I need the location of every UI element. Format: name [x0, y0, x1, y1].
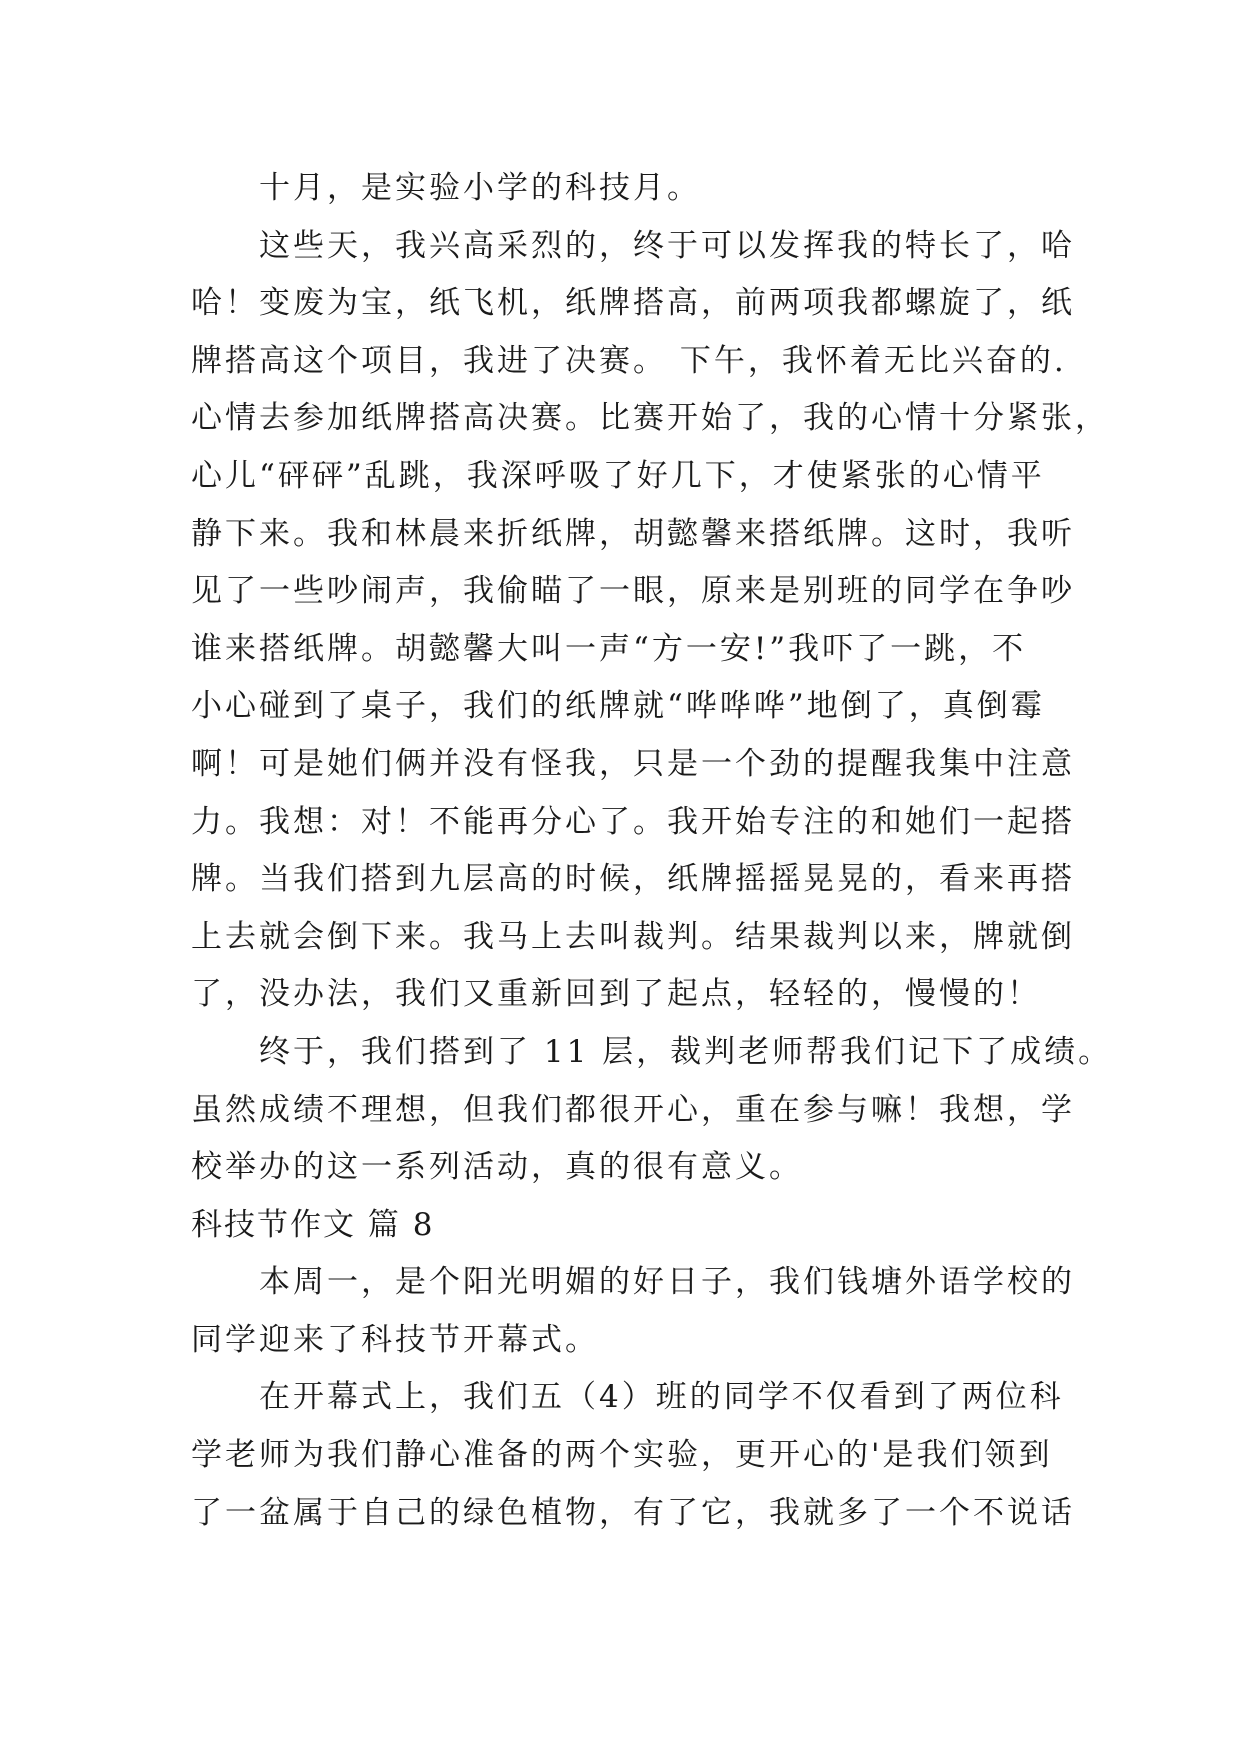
text-line: 啊！可是她们俩并没有怪我，只是一个劲的提醒我集中注意 — [191, 745, 1075, 782]
text-line: 力。我想：对！不能再分心了。我开始专注的和她们一起搭 — [191, 803, 1075, 840]
text-line: 哈！变废为宝，纸飞机，纸牌搭高，前两项我都螺旋了，纸 — [191, 285, 1075, 322]
text-line: 十月，是实验小学的科技月。 — [259, 170, 701, 206]
text-line: 见了一些吵闹声，我偷瞄了一眼，原来是别班的同学在争吵 — [191, 573, 1075, 610]
text-line: 谁来搭纸牌。胡懿馨大叫一声“方一安!”我吓了一跳，不 — [191, 630, 1027, 667]
text-line: 终于，我们搭到了 11 层，裁判老师帮我们记下了成绩。 — [259, 1033, 1113, 1070]
section-heading: 科技节作文 篇 8 — [191, 1206, 435, 1243]
text-line: 了，没办法，我们又重新回到了起点，轻轻的，慢慢的！ — [191, 976, 1041, 1013]
text-line: 在开幕式上，我们五（4）班的同学不仅看到了两位科 — [259, 1379, 1064, 1416]
text-line: 本周一，是个阳光明媚的好日子，我们钱塘外语学校的 — [259, 1264, 1075, 1301]
text-line: 校举办的这一系列活动，真的很有意义。 — [191, 1149, 803, 1186]
text-line: 静下来。我和林晨来折纸牌，胡懿馨来搭纸牌。这时，我听 — [191, 515, 1075, 552]
text-line: 上去就会倒下来。我马上去叫裁判。结果裁判以来，牌就倒 — [191, 918, 1075, 955]
text-line: 了一盆属于自己的绿色植物，有了它，我就多了一个不说话 — [191, 1494, 1075, 1531]
text-line: 同学迎来了科技节开幕式。 — [191, 1321, 599, 1358]
text-line: 虽然成绩不理想，但我们都很开心，重在参与嘛！我想，学 — [191, 1091, 1075, 1128]
text-line: 心儿“砰砰”乱跳，我深呼吸了好几下，才使紧张的心情平 — [191, 457, 1045, 494]
text-line: 这些天，我兴高采烈的，终于可以发挥我的特长了，哈 — [259, 227, 1075, 264]
text-line: 牌。当我们搭到九层高的时候，纸牌摇摇晃晃的，看来再搭 — [191, 861, 1075, 898]
document-body — [191, 160, 1113, 1542]
text-line: 小心碰到了桌子，我们的纸牌就“哗哗哗”地倒了，真倒霉 — [191, 688, 1045, 725]
text-line: 学老师为我们静心准备的两个实验，更开心的'是我们领到 — [191, 1437, 1053, 1474]
text-line: 牌搭高这个项目，我进了决赛。 下午，我怀着无比兴奋的. — [191, 342, 1067, 379]
text-line: 心情去参加纸牌搭高决赛。比赛开始了，我的心情十分紧张， — [191, 400, 1109, 437]
